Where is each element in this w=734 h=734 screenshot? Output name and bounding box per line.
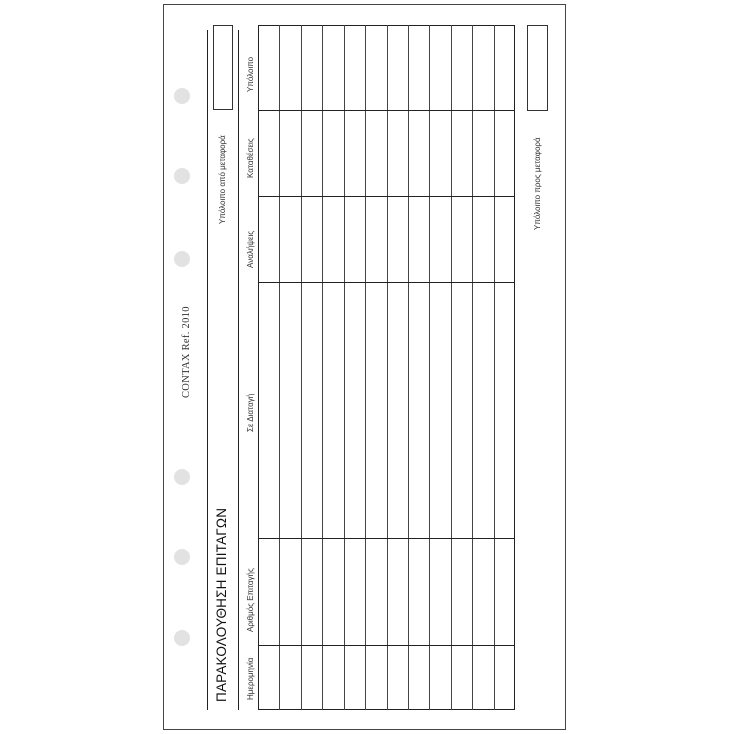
ledger-row-divider [429,25,430,710]
column-header-withdrawals: Αναλήψεις [246,230,255,268]
binder-hole-icon [174,88,190,104]
title-rule [207,30,208,710]
header-rule [238,30,239,710]
column-header-check-number: Αριθμός Επιταγής [246,568,255,632]
ledger-row-divider [301,25,302,710]
ledger-column-divider [258,196,515,197]
binder-hole-icon [174,549,190,565]
form-title: ΠΑΡΑΚΟΛΟΥΘΗΣΗ ΕΠΙΤΑΓΩΝ [214,507,229,702]
binder-hole-icon [174,469,190,485]
binder-hole-icon [174,251,190,267]
carry-in-label: Υπόλοιπο από μεταφορά [218,135,227,224]
ledger-column-divider [258,538,515,539]
ledger-row-divider [279,25,280,710]
column-header-payee: Σε Διαταγή [246,393,255,432]
ledger-column-divider [258,645,515,646]
carry-out-field[interactable] [527,25,548,111]
ledger-row-divider [387,25,388,710]
ledger-row-divider [322,25,323,710]
ledger-row-divider [451,25,452,710]
brand-reference: CONTAX Ref. 2010 [181,306,192,398]
ledger-row-divider [365,25,366,710]
ledger-column-divider [258,282,515,283]
ledger-row-divider [344,25,345,710]
binder-hole-icon [174,630,190,646]
binder-hole-icon [174,168,190,184]
column-header-date: Ημερομηνία [246,657,255,700]
ledger-row-divider [472,25,473,710]
column-header-balance: Υπόλοιπο [246,56,255,92]
column-header-deposits: Καταθέσεις [246,138,255,178]
ledger-row-divider [408,25,409,710]
ledger-row-divider [494,25,495,710]
carry-out-label: Υπόλοιπο προς μεταφορά [533,137,542,230]
ledger-column-divider [258,110,515,111]
carry-in-field[interactable] [213,25,233,110]
